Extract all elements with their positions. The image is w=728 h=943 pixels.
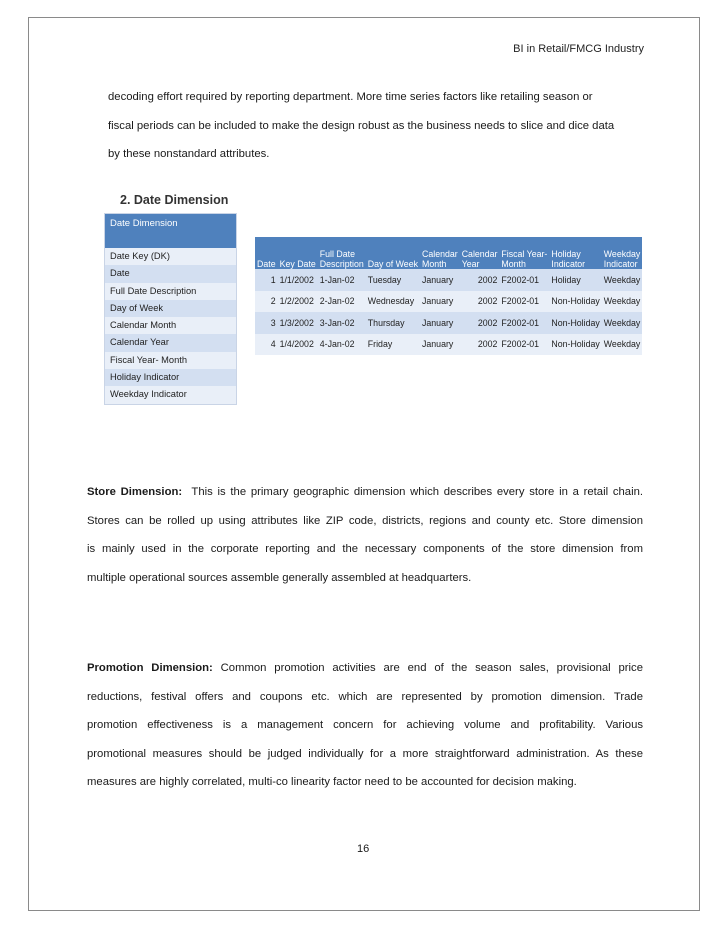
attribute-list-item: Date <box>105 265 236 282</box>
table-cell: 2 <box>255 291 278 313</box>
table-cell: F2002-01 <box>499 334 549 356</box>
table-header-cell <box>549 237 601 269</box>
table-cell: Weekday <box>602 312 643 334</box>
promotion-line: reductions, festival offers and coupons etc. which are represented by promotion dimension. Trade <box>87 690 643 703</box>
table-header-text: Key Date <box>279 259 316 269</box>
store-line: is mainly used in the corporate reporting and the necessary components of the store dimension from <box>87 543 643 555</box>
table-cell: Holiday <box>549 269 601 291</box>
attribute-list-item: Date Key (DK) <box>105 248 236 265</box>
store-line: multiple operational sources assemble generally assembled at headquarters. <box>87 571 472 584</box>
table-cell: Friday <box>366 334 420 356</box>
table-cell: Non-Holiday <box>549 312 601 334</box>
table-cell: January <box>420 291 460 313</box>
table-cell: Tuesday <box>366 269 420 291</box>
table-header-text: Indicator <box>603 259 638 269</box>
table-cell: 2-Jan-02 <box>318 291 366 313</box>
table-row <box>255 291 642 313</box>
attribute-list-item: Weekday Indicator <box>105 386 236 403</box>
table-header-text: Fiscal Year- <box>501 249 548 259</box>
table-cell: Non-Holiday <box>549 334 601 356</box>
promotion-line: measures are highly correlated, multi-co linearity factor need to be accounted for decision making. <box>87 776 577 788</box>
table-header-text: Date <box>257 259 276 269</box>
table-cell: 4 <box>255 334 278 356</box>
figure-title: 2. Date Dimension <box>120 193 229 207</box>
table-cell: F2002-01 <box>499 291 549 313</box>
table-header-cell <box>255 237 278 269</box>
promotion-dimension-paragraph <box>87 654 643 797</box>
table-header-cell <box>460 237 500 269</box>
store-line <box>87 478 643 507</box>
table-cell: F2002-01 <box>499 312 549 334</box>
table-cell: 2002 <box>460 334 500 356</box>
table-header-text: Holiday <box>551 249 581 259</box>
table-cell: 1/4/2002 <box>278 334 318 356</box>
table-header-cell <box>420 237 460 269</box>
table-header-text: Month <box>422 259 447 269</box>
table-row <box>255 269 642 291</box>
table-header-text: Description <box>319 259 364 269</box>
store-heading: Store Dimension: <box>87 486 183 498</box>
table-header-row <box>255 237 642 269</box>
table-row <box>255 334 642 356</box>
table-header-cell <box>366 237 420 269</box>
table-cell: 3-Jan-02 <box>318 312 366 334</box>
attribute-list-item: Day of Week <box>105 300 236 317</box>
promotion-line-text: Common promotion activities are end of the season sales, provisional price <box>220 662 643 674</box>
table-cell: 1/2/2002 <box>278 291 318 313</box>
table-cell: 3 <box>255 312 278 334</box>
promotion-heading: Promotion Dimension: <box>87 662 213 674</box>
attribute-list-item: Fiscal Year- Month <box>105 352 236 369</box>
attribute-list-items <box>105 248 236 404</box>
promotion-line: promotional measures should be judged individually for a more straightforward administration. As these <box>87 747 643 760</box>
date-dimension-sample-table <box>255 237 642 355</box>
table-body <box>255 269 642 355</box>
table-cell: 2002 <box>460 291 500 313</box>
date-dimension-attribute-list <box>104 213 237 405</box>
table-cell: Weekday <box>602 334 643 356</box>
table-cell: January <box>420 312 460 334</box>
attribute-list-item: Calendar Month <box>105 317 236 334</box>
table-header-cell <box>602 237 643 269</box>
table-header-text: Day of Week <box>367 259 418 269</box>
table-cell: January <box>420 269 460 291</box>
promotion-line <box>87 654 643 683</box>
intro-paragraph <box>108 83 668 169</box>
promotion-line: promotion effectiveness is a management concern for achieving volume and profitability. Various <box>87 719 643 731</box>
table-header-cell <box>318 237 366 269</box>
table-header-text: Year <box>461 259 480 269</box>
table-header-text: Full Date <box>319 249 355 259</box>
table-header-text: Calendar <box>422 249 458 259</box>
table-header-cell <box>278 237 318 269</box>
table-cell: Wednesday <box>366 291 420 313</box>
store-dimension-paragraph <box>87 478 643 592</box>
table-header-text: Weekday <box>603 249 641 259</box>
intro-line: fiscal periods can be included to make the design robust as the business needs to slice and dice data <box>108 119 615 132</box>
table-cell: 1/1/2002 <box>278 269 318 291</box>
intro-line: decoding effort required by reporting department. More time series factors like retailing season or <box>108 91 593 103</box>
attribute-list-item: Full Date Description <box>105 283 236 300</box>
table-cell: 4-Jan-02 <box>318 334 366 356</box>
table-cell: 2002 <box>460 312 500 334</box>
table-cell: Weekday <box>602 269 643 291</box>
table-header-cell <box>499 237 549 269</box>
table-cell: Thursday <box>366 312 420 334</box>
table-header-text: Month <box>501 259 526 269</box>
table-cell: 1-Jan-02 <box>318 269 366 291</box>
table-cell: January <box>420 334 460 356</box>
table-header-text: Indicator <box>551 259 586 269</box>
page-number: 16 <box>357 843 370 855</box>
table-cell: 1 <box>255 269 278 291</box>
table-row <box>255 312 642 334</box>
table-header-text: Calendar <box>461 249 498 259</box>
table-cell: Non-Holiday <box>549 291 601 313</box>
attribute-list-header: Date Dimension <box>105 214 236 248</box>
store-line-text: This is the primary geographic dimension which describes every store in a retail chain. <box>191 486 644 498</box>
table-cell: 2002 <box>460 269 500 291</box>
running-header: BI in Retail/FMCG Industry <box>513 43 644 55</box>
store-line: Stores can be rolled up using attributes like ZIP code, districts, regions and county etc. Store dimension <box>87 514 643 527</box>
intro-line: by these nonstandard attributes. <box>108 148 270 160</box>
table-cell: F2002-01 <box>499 269 549 291</box>
attribute-list-item: Holiday Indicator <box>105 369 236 386</box>
attribute-list-item: Calendar Year <box>105 334 236 351</box>
table-cell: 1/3/2002 <box>278 312 318 334</box>
table-cell: Weekday <box>602 291 643 313</box>
